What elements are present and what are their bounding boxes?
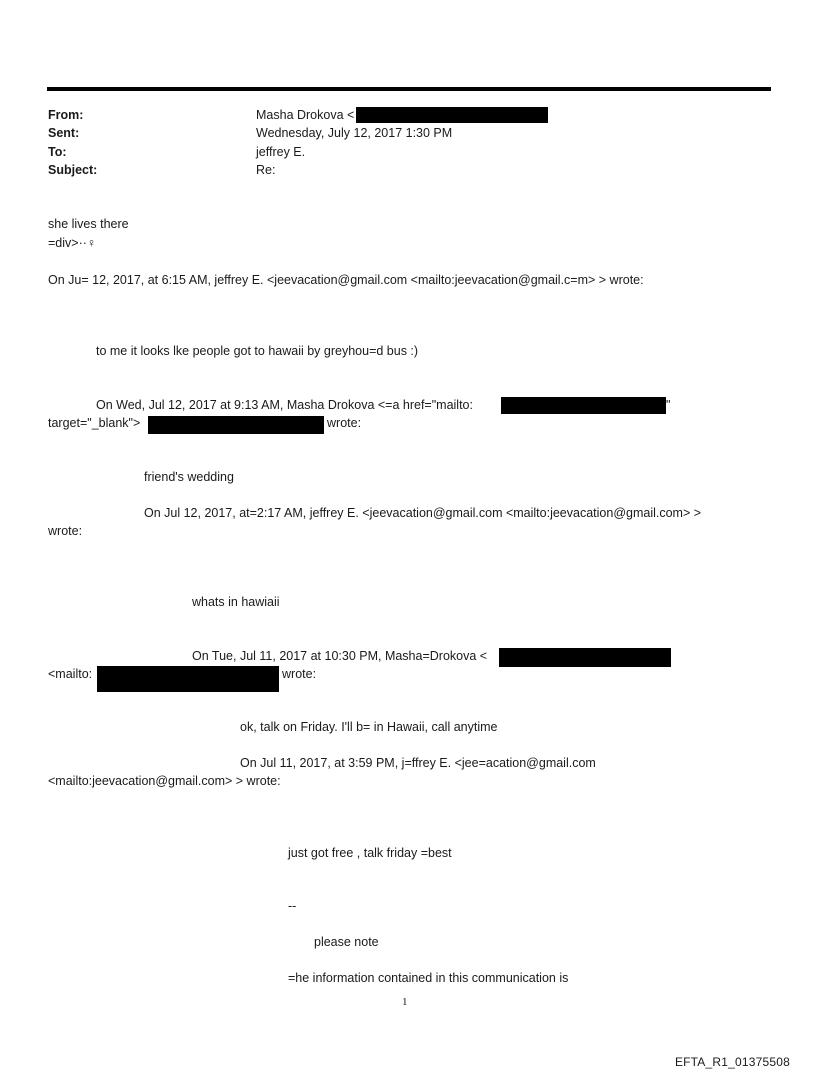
quote-header: On Jul 11, 2017, at 3:59 PM, j=ffrey E. <jee=acation@gmail.com	[240, 756, 596, 770]
body-line: =div>··♀	[48, 236, 97, 250]
quote-header: <mailto:jeevacation@gmail.com> > wrote:	[48, 774, 281, 788]
quote-header: target="_blank">	[48, 416, 141, 430]
signature-separator: --	[288, 899, 297, 913]
body-line: please note	[314, 935, 379, 949]
sent-label: Sent:	[48, 126, 80, 140]
body-line: =he information contained in this communication is	[288, 971, 569, 985]
body-line: friend's wedding	[144, 470, 234, 484]
quote-header: <mailto:	[48, 667, 93, 681]
redaction-box	[499, 648, 671, 667]
body-line: whats in hawiaii	[192, 595, 280, 609]
quote-header: On Tue, Jul 11, 2017 at 10:30 PM, Masha=Drokova <	[192, 649, 488, 663]
quote-header: wrote:	[48, 524, 83, 538]
redaction-box	[148, 416, 324, 434]
subject-value: Re:	[256, 163, 276, 177]
quote-header: On Wed, Jul 12, 2017 at 9:13 AM, Masha Drokova <=a href="mailto:	[96, 398, 473, 412]
subject-label: Subject:	[48, 163, 98, 177]
body-line: she lives there	[48, 217, 129, 231]
redaction-box	[97, 666, 279, 692]
body-line: ok, talk on Friday. I'll b= in Hawaii, call anytime	[240, 720, 498, 734]
quote-header: wrote:	[282, 667, 317, 681]
header-rule	[47, 87, 771, 91]
from-label: From:	[48, 108, 84, 122]
document-id: EFTA_R1_01375508	[674, 1055, 790, 1069]
to-label: To:	[48, 145, 67, 159]
sent-value: Wednesday, July 12, 2017 1:30 PM	[256, 126, 453, 140]
quote-header: On Ju= 12, 2017, at 6:15 AM, jeffrey E. <jeevacation@gmail.com <mailto:jeevacation@gmail.c=m> > wrote:	[48, 273, 644, 287]
to-value: jeffrey E.	[256, 145, 306, 159]
quote-header: wrote:	[327, 416, 362, 430]
page-number: 1	[402, 996, 408, 1008]
quote-header-end: "	[666, 398, 671, 412]
from-value: Masha Drokova <	[256, 108, 355, 122]
body-line: just got free , talk friday =best	[288, 846, 452, 860]
body-line: to me it looks lke people got to hawaii by greyhou=d bus :)	[96, 344, 419, 358]
quote-header: On Jul 12, 2017, at=2:17 AM, jeffrey E. <jeevacation@gmail.com <mailto:jeevacation@gmail.com> >	[144, 506, 702, 520]
redaction-box	[356, 107, 548, 123]
redaction-box	[501, 397, 666, 414]
